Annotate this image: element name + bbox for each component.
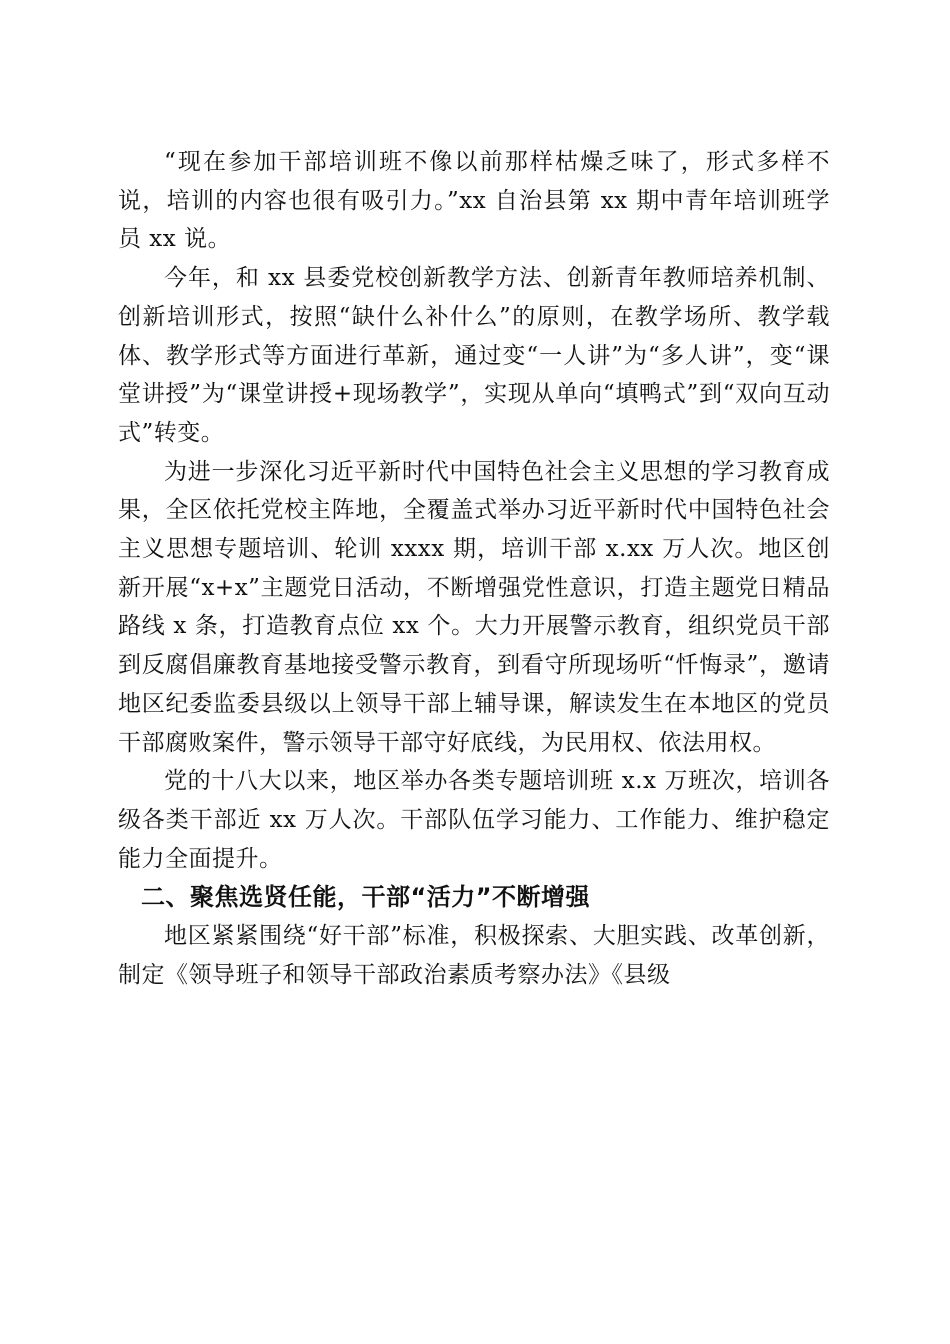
paragraph-cadre-selection: 地区紧紧围绕“好干部”标准，积极探索、大胆实践、改革创新，制定《领导班子和领导干部政治素质考察办法》《县级 [118,923,830,988]
document-body [118,143,830,994]
paragraph-trainee-quote: “现在参加干部培训班不像以前那样枯燥乏味了，形式多样不说，培训的内容也很有吸引力。”xx 自治县第 xx 期中青年培训班学员 xx 说。 [118,149,830,253]
paragraph-study-education: 为进一步深化习近平新时代中国特色社会主义思想的学习教育成果，全区依托党校主阵地，全覆盖式举办习近平新时代中国特色社会主义思想专题培训、轮训 xxxx 期，培训干部 x.xx 万人次。地区创新开展“x+x”主题党日活动，不断增强党性意识，打造主题党日精品路线 x 条，打造教育点位 xx 个。大力开展警示教育，组织党员干部到反腐倡廉教育基地接受警示教育，到看守所现场听“忏悔录”，邀请地区纪委监委县级以上领导干部上辅导课，解读发生在本地区的党员干部腐败案件，警示领导干部守好底线，为民用权、依法用权。 [118,458,830,756]
paragraph-teaching-reform: 今年，和 xx 县委党校创新教学方法、创新青年教师培养机制、创新培训形式，按照“缺什么补什么”的原则，在教学场所、教学载体、教学形式等方面进行革新，通过变“一人讲”为“多人讲”，变“课堂讲授”为“课堂讲授+现场教学”，实现从单向“填鸭式”到“双向互动式”转变。 [118,265,830,446]
section-heading: 二、聚焦选贤任能，干部“活力”不断增强 [141,883,591,912]
paragraph-training-results: 党的十八大以来，地区举办各类专题培训班 x.x 万班次，培训各级各类干部近 xx 万人次。干部队伍学习能力、工作能力、维护稳定能力全面提升。 [118,768,830,872]
